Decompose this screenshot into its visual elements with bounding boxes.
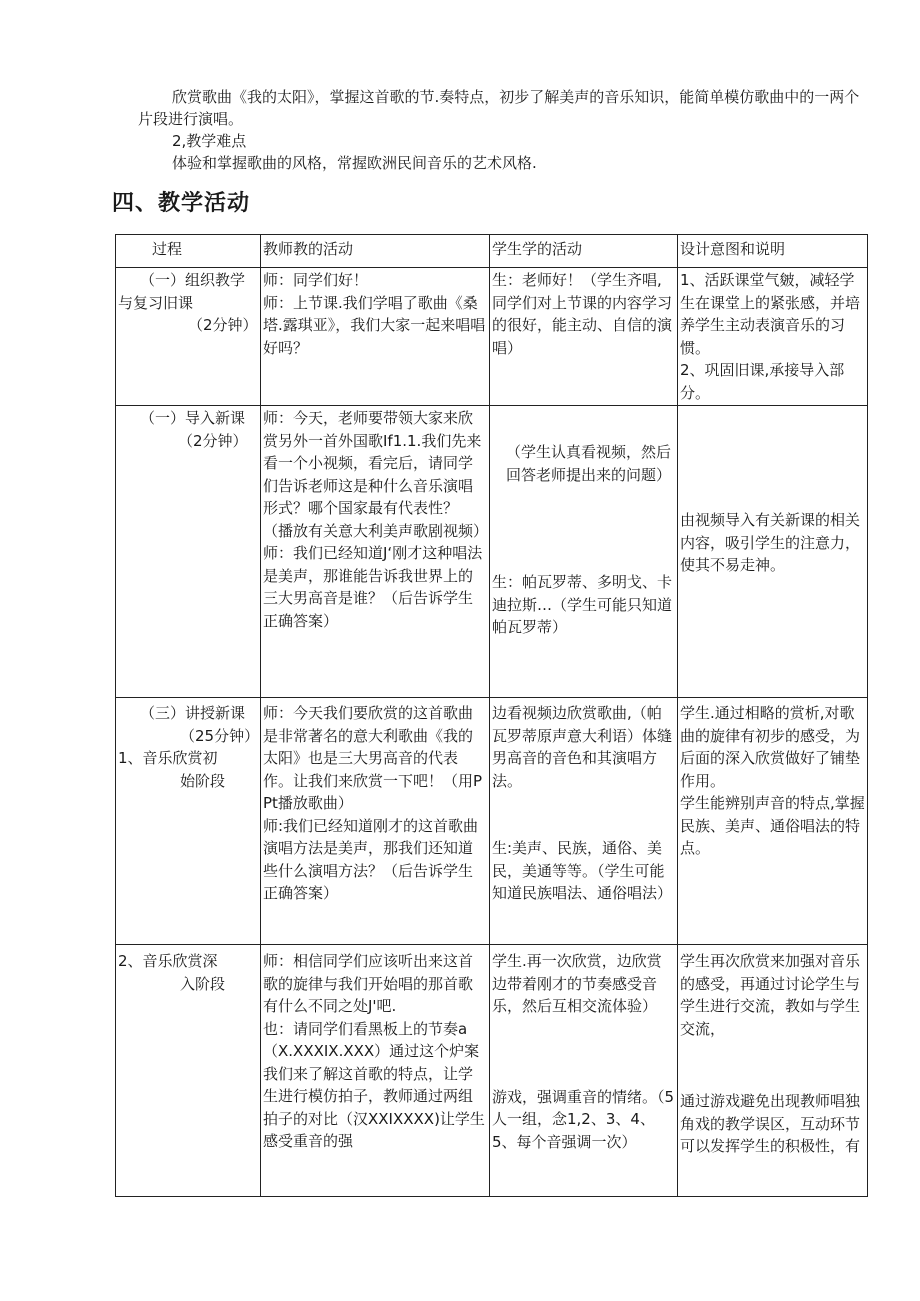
teacher-text: 师：相信同学们应该听出来这首歌的旋律与我们开始唱的那首歌有什么不同之处J'吧. — [263, 952, 474, 1015]
design-text: 学生.通过相略的赏析,对歌曲的旋律有初步的感受，为后面的深入欣赏做好了铺垫作用。 — [680, 704, 861, 790]
teacher-cell — [261, 698, 490, 945]
activity-table — [115, 234, 868, 1197]
student-text: （学生认真看视频，然后回答老师提出来的问题） — [506, 443, 672, 484]
student-cell — [490, 406, 678, 698]
table-header-row — [116, 235, 868, 268]
teacher-cell — [261, 945, 490, 1197]
table-row — [116, 945, 868, 1197]
student-cell — [490, 698, 678, 945]
stage-cell — [116, 268, 261, 406]
header-teacher-activity: 教师教的活动 — [261, 235, 490, 268]
student-cell — [490, 268, 678, 406]
stage-line: 始阶段 — [180, 771, 226, 790]
design-text: 2、巩固旧课,承接导入部分。 — [680, 361, 845, 402]
stage-line: 与复习旧课 — [118, 293, 194, 312]
design-text: 学生能辨别声音的特点,掌握民族、美声、通俗唱法的特点。 — [680, 794, 865, 857]
teacher-text: 师：今天，老师要带领大家来欣赏另外一首外国歌If1.1.我们先来看一个小视频，看完后，请同学们告诉老师这是种什么音乐演唱形式？哪个国家最有代表性？（播放有关意大利美声歌剧视频） — [263, 409, 489, 540]
stage-line: （2分钟） — [178, 431, 248, 450]
student-text: 生：老师好！（学生齐唱,同学们对上节课的内容学习的很好，能主动、自信的演唱） — [492, 271, 673, 357]
student-cell — [490, 945, 678, 1197]
stage-line: 入阶段 — [180, 974, 226, 993]
header-process: 过程 — [116, 235, 261, 268]
student-text: 学生.再一次欣赏，边欣赏边带着刚才的节奏感受音乐，然后互相交流体验） — [492, 952, 662, 1015]
intro-section — [138, 86, 862, 174]
student-text: 游戏，强调重音的情绪。（5人一组，念1,2、3、4、5、每个音强调一次） — [492, 1087, 675, 1151]
design-text: 学生再次欣赏来加强对音乐的感受，再通过讨论学生与学生进行交流，教如与学生交流， — [680, 952, 861, 1038]
design-cell — [678, 268, 868, 406]
teacher-text: 师：今天我们要欣赏的这首歌曲是非常著名的意大利歌曲《我的太阳》也是三大男高音的代表作。让我们来欣赏一下吧！（用PPt播放歌曲） — [263, 704, 483, 812]
header-design-intent: 设计意图和说明 — [678, 235, 868, 268]
teacher-text: 师：我们已经知道J‘刚才这种唱法是美声，那谁能告诉我世界上的三大男高音是谁？（后告诉学生正确答案） — [263, 544, 483, 630]
stage-line: （一）导入新课 — [140, 409, 246, 427]
teacher-text: 师：同学们好！ — [263, 271, 369, 289]
teacher-text: 也：请同学们看黑板上的节奏a（X.XXXIX.XXX）通过这个炉案我们来了解这首歌的特点，让学生进行模仿拍子，教师通过两组拍子的对比（汉XXIXXXX)让学生感受重音的强 — [263, 1019, 485, 1150]
difficulty-text: 体验和掌握歌曲的风格，常握欧洲民间音乐的艺术风格. — [172, 154, 537, 172]
table-row — [116, 698, 868, 945]
design-text: 由视频导入有关新课的相关内容，吸引学生的注意力，使其不易走神。 — [680, 511, 861, 574]
design-text: 1、活跃课堂气皴，减轻学生在课堂上的紧张感，并培养学生主动表演音乐的习惯。 — [680, 271, 861, 357]
stage-line: （2分钟） — [188, 316, 258, 334]
stage-cell — [116, 698, 261, 945]
stage-cell — [116, 406, 261, 698]
student-text: 生:美声、民族，通俗、美民，美通等等。（学生可能知道民族唱法、通俗唱法） — [492, 839, 673, 902]
design-cell — [678, 698, 868, 945]
stage-line: （三）讲授新课 — [140, 704, 246, 722]
design-cell — [678, 945, 868, 1197]
design-cell — [678, 406, 868, 698]
table-row — [116, 406, 868, 698]
table-row — [116, 268, 868, 406]
stage-line: （一）组织教学 — [140, 271, 246, 289]
student-text: 边看视频边欣赏歌曲,（帕瓦罗蒂原声意大利语）体缝男高音的音色和其演唱方法。 — [492, 704, 673, 790]
stage-line: 1、音乐欣赏初 — [118, 749, 218, 767]
difficulty-heading: 2,教学难点 — [172, 132, 247, 150]
teacher-text: 师：上节课.我们学唱了歌曲《桑塔.露琪亚》，我们大家一起来唱唱好吗？ — [263, 293, 486, 357]
design-text: 通过游戏避免出现教师唱独角戏的教学误区，互动环节可以发挥学生的积极性，有 — [680, 1092, 861, 1155]
student-text: 生：帕瓦罗蒂、多明戈、卡迪拉斯…（学生可能只知道帕瓦罗蒂） — [492, 573, 673, 636]
teacher-cell — [261, 268, 490, 406]
intro-paragraph: 欣赏歌曲《我的太阳》，掌握这首歌的节.奏特点，初步了解美声的音乐知识，能简单模仿歌曲中的一两个片段进行演唱。 — [138, 88, 860, 128]
section-title: 四、教学活动 — [112, 191, 251, 216]
teacher-cell — [261, 406, 490, 698]
stage-line: （25分钟） — [180, 726, 260, 745]
teacher-text: 师:我们已经知道刚才的这首歌曲演唱方法是美声，那我们还知道些什么演唱方法？（后告诉学生正确答案） — [263, 816, 479, 902]
stage-line: 2、音乐欣赏深 — [118, 952, 218, 970]
stage-cell — [116, 945, 261, 1197]
header-student-activity: 学生学的活动 — [490, 235, 678, 268]
